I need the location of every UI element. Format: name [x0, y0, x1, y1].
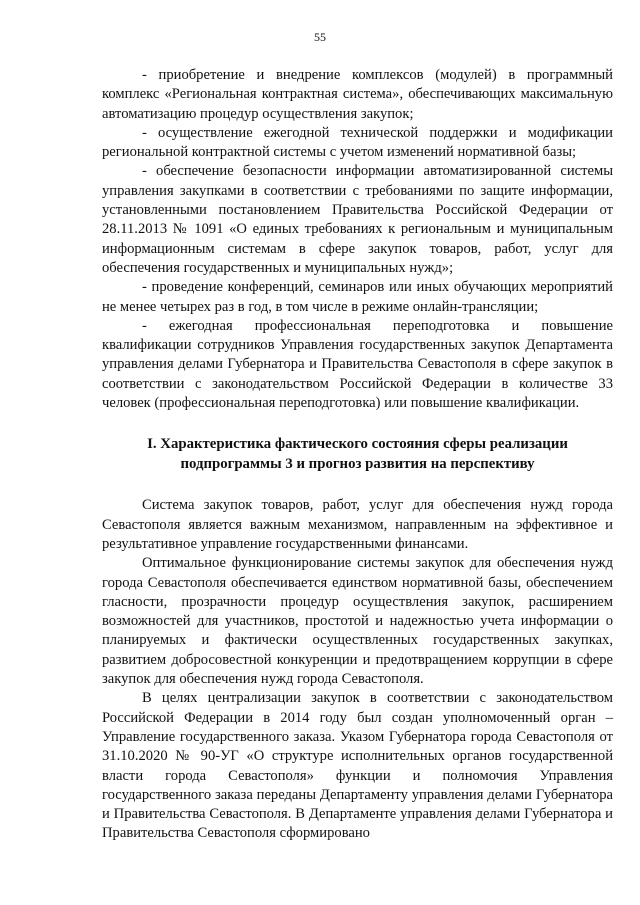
section-heading: [102, 435, 613, 474]
body-paragraph: Оптимальное функционирование системы закупок для обеспечения нужд города Севастополя обеспечивается единством нормативной базы, обеспечением гласности, прозрачности процедур осуществления закупок, расширением возможностей для участников, простотой и надежностью учета информации о планируемых и фактически осуществленных государственных закупках, развитием добросовестной конкуренции и предотвращением коррупции в сфере закупок для обеспечения нужд города Севастополя.: [102, 555, 613, 688]
bullet-item: - приобретение и внедрение комплексов (модулей) в программный комплекс «Региональная контрактная система», обеспечивающих максимальную автоматизацию процедур осуществления закупок;: [102, 67, 613, 122]
section-heading-line: I. Характеристика фактического состояния сферы реализации: [147, 436, 568, 453]
page-content: [102, 66, 613, 844]
section-heading-line: подпрограммы 3 и прогноз развития на перспективу: [180, 455, 535, 472]
page-number: 55: [314, 30, 326, 44]
bullet-item: - проведение конференций, семинаров или иных обучающих мероприятий не менее четырех раз в год, в том числе в режиме онлайн-трансляции;: [102, 279, 613, 315]
body-paragraph: Система закупок товаров, работ, услуг для обеспечения нужд города Севастополя является важным механизмом, направленным на эффективное и результативное управление государственными финансами.: [102, 497, 613, 552]
bullet-item: - обеспечение безопасности информации автоматизированной системы управления закупками в соответствии с требованиями по защите информации, установленными постановлением Правительства Российской Федерации от 28.11.2013 № 1091 «О единых требованиях к региональным и муниципальным информационным системам в сфере закупок товаров, работ, услуг для обеспечения государственных и муниципальных нужд»;: [102, 163, 613, 276]
bullet-item: - ежегодная профессиональная переподготовка и повышение квалификации сотрудников Управления государственных закупок Департамента управления делами Губернатора и Правительства Севастополя в сфере закупок в соответствии с законодательством Российской Федерации в количестве 33 человек (профессиональная переподготовка) или повышение квалификации.: [102, 317, 613, 412]
body-paragraph: В целях централизации закупок в соответствии с законодательством Российской Федерации в 2014 году был создан уполномоченный орган – Управление государственного заказа. Указом Губернатора города Севастополя от 31.10.2020 № 90-УГ «О структуре исполнительных органов государственной власти города Севастополя» функции и полномочия Управления государственного заказа переданы Департаменту управления делами Губернатора и Правительства Севастополя. В Департаменте управления делами Губернатора и Правительства Севастополя сформировано: [102, 690, 613, 842]
bullet-item: - осуществление ежегодной технической поддержки и модификации региональной контрактной системы с учетом изменений нормативной базы;: [102, 124, 613, 161]
